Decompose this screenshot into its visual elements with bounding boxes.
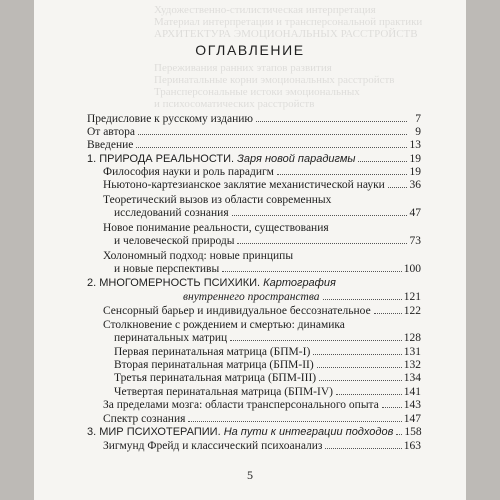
chapter-subtitle: внутреннего пространства — [183, 291, 320, 303]
toc-entry[interactable] — [103, 412, 421, 425]
toc-entry[interactable] — [87, 112, 421, 125]
chapter-title: 2. МНОГОМЕРНОСТЬ ПСИХИКИ. Картография — [87, 277, 336, 289]
toc-entry-title: Спектр сознания — [103, 413, 186, 425]
toc-entry[interactable] — [103, 193, 421, 206]
chapter-subtitle: Заря новой парадигмы — [237, 153, 356, 165]
toc-entry-page: 141 — [403, 386, 421, 398]
toc-entry-title: Введение — [87, 139, 134, 151]
dot-leader — [396, 434, 402, 435]
toc-entry[interactable] — [87, 138, 421, 151]
toc-entry-title: Холономный подход: новые принципы — [103, 250, 294, 262]
dot-leader — [325, 448, 401, 449]
toc-entry[interactable] — [114, 358, 421, 371]
toc-entry-title: Зигмунд Фрейд и классический психоанализ — [103, 440, 323, 452]
toc-chapter[interactable] — [87, 152, 421, 165]
toc-entry-continuation[interactable] — [114, 262, 421, 275]
toc-entry-page: 47 — [409, 207, 421, 219]
toc-entry-page: 132 — [403, 359, 421, 371]
toc-entry[interactable] — [103, 439, 421, 452]
toc-entry-page: 121 — [403, 291, 421, 303]
toc-entry-page: 131 — [403, 346, 421, 358]
toc-entry-page: 147 — [403, 413, 421, 425]
toc-entry-page: 100 — [403, 263, 421, 275]
toc-entry[interactable] — [103, 304, 421, 317]
toc-entry-page: 19 — [409, 166, 421, 178]
chapter-title: 1. ПРИРОДА РЕАЛЬНОСТИ. Заря новой парадигмы — [87, 153, 356, 165]
dot-leader — [374, 313, 402, 314]
toc-chapter[interactable] — [87, 425, 421, 438]
toc-entry-page: 128 — [403, 332, 421, 344]
dot-leader — [188, 421, 401, 422]
toc-entry-title: исследований сознания — [114, 207, 229, 219]
toc-entry-continuation[interactable] — [114, 234, 421, 247]
dot-leader — [138, 134, 407, 135]
dot-leader — [256, 121, 407, 122]
toc-entry-title: Теоретический вызов из области современных — [103, 194, 332, 206]
dot-leader — [382, 407, 402, 408]
toc-entry-page: 143 — [403, 399, 421, 411]
toc-entry-title: Столкновение с рождением и смертью: динамика — [103, 319, 345, 331]
dot-leader — [136, 147, 407, 148]
toc-entry[interactable] — [103, 221, 421, 234]
toc-entry[interactable] — [103, 178, 421, 191]
toc-chapter[interactable] — [87, 276, 421, 289]
page-number: 5 — [247, 468, 253, 482]
toc-entry-title: Первая перинатальная матрица (БПМ-I) — [114, 346, 311, 358]
toc-heading: ОГЛАВЛЕНИЕ — [195, 42, 305, 58]
toc-entry-title: Третья перинатальная матрица (БПМ-III) — [114, 372, 317, 384]
toc-entry[interactable] — [103, 165, 421, 178]
toc-entry[interactable] — [103, 318, 421, 331]
toc-entry-title: Предисловие к русскому изданию — [87, 113, 253, 125]
chapter-title: 3. МИР ПСИХОТЕРАПИИ. На пути к интеграции подходов — [87, 426, 394, 438]
toc-entry-title: и человеческой природы — [114, 235, 235, 247]
toc-entry-page: 73 — [409, 235, 421, 247]
dot-leader — [237, 243, 407, 244]
chapter-subtitle: На пути к интеграции подходов — [223, 426, 394, 438]
toc-entry-title: Четвертая перинатальная матрица (БПМ-IV) — [114, 386, 333, 398]
toc-entry-title: и новые перспективы — [114, 263, 220, 275]
toc-entry-title: Новое понимание реальности, существования — [103, 222, 329, 234]
toc-entry[interactable] — [114, 345, 421, 358]
chapter-subtitle: Картография — [263, 277, 336, 289]
toc-entry-page: 13 — [409, 139, 421, 151]
dot-leader — [222, 271, 402, 272]
toc-entry-page: 9 — [415, 126, 421, 138]
dot-leader — [313, 354, 401, 355]
dot-leader — [232, 215, 407, 216]
toc-entry-title: От автора — [87, 126, 135, 138]
dot-leader — [336, 394, 402, 395]
toc-entry-page: 36 — [409, 179, 421, 191]
toc-entry-page: 163 — [403, 440, 421, 452]
dot-leader — [319, 380, 402, 381]
toc-entry-title: Философия науки и роль парадигм — [103, 166, 274, 178]
toc-entry-page: 122 — [403, 305, 421, 317]
toc-entry-page: 134 — [403, 372, 421, 384]
toc-entry-title: За пределами мозга: области трансперсонального опыта — [103, 399, 379, 411]
toc-entry-continuation[interactable] — [114, 206, 421, 219]
toc-entry-title: Вторая перинатальная матрица (БПМ-II) — [114, 359, 314, 371]
dot-leader — [358, 161, 407, 162]
toc-entry-page: 19 — [409, 153, 421, 165]
book-page — [34, 0, 466, 500]
toc-entry[interactable] — [114, 385, 421, 398]
toc-entry[interactable] — [87, 125, 421, 138]
toc-entry[interactable] — [103, 249, 421, 262]
dot-leader — [317, 367, 402, 368]
toc-entry[interactable] — [103, 398, 421, 411]
dot-leader — [277, 174, 407, 175]
dot-leader — [388, 187, 407, 188]
toc-entry-title: Ньютоно-картезианское заклятие механистической науки — [103, 179, 385, 191]
dot-leader — [230, 340, 402, 341]
toc-entry-continuation[interactable] — [114, 331, 421, 344]
toc-chapter-continuation[interactable] — [183, 290, 421, 303]
toc-entry-page: 158 — [404, 426, 422, 438]
show-through-text: Художественно-стилистическая интерпретация Материал интерпретации и трансперсональной практики АРХИТЕКТУРА ЭМОЦИОНАЛЬНЫХ РАССТРОЙСТВ Переживания ранних этапов развития Перинатальные корни эмоциональных расстройств Трансперсональные истоки эмоциональных и психосоматических расстройств — [154, 4, 423, 110]
toc-entry[interactable] — [114, 371, 421, 384]
dot-leader — [323, 299, 402, 300]
toc-entry-page: 7 — [415, 113, 421, 125]
toc-entry-title: Сенсорный барьер и индивидуальное бессознательное — [103, 305, 371, 317]
toc-entry-title: перинатальных матриц — [114, 332, 228, 344]
